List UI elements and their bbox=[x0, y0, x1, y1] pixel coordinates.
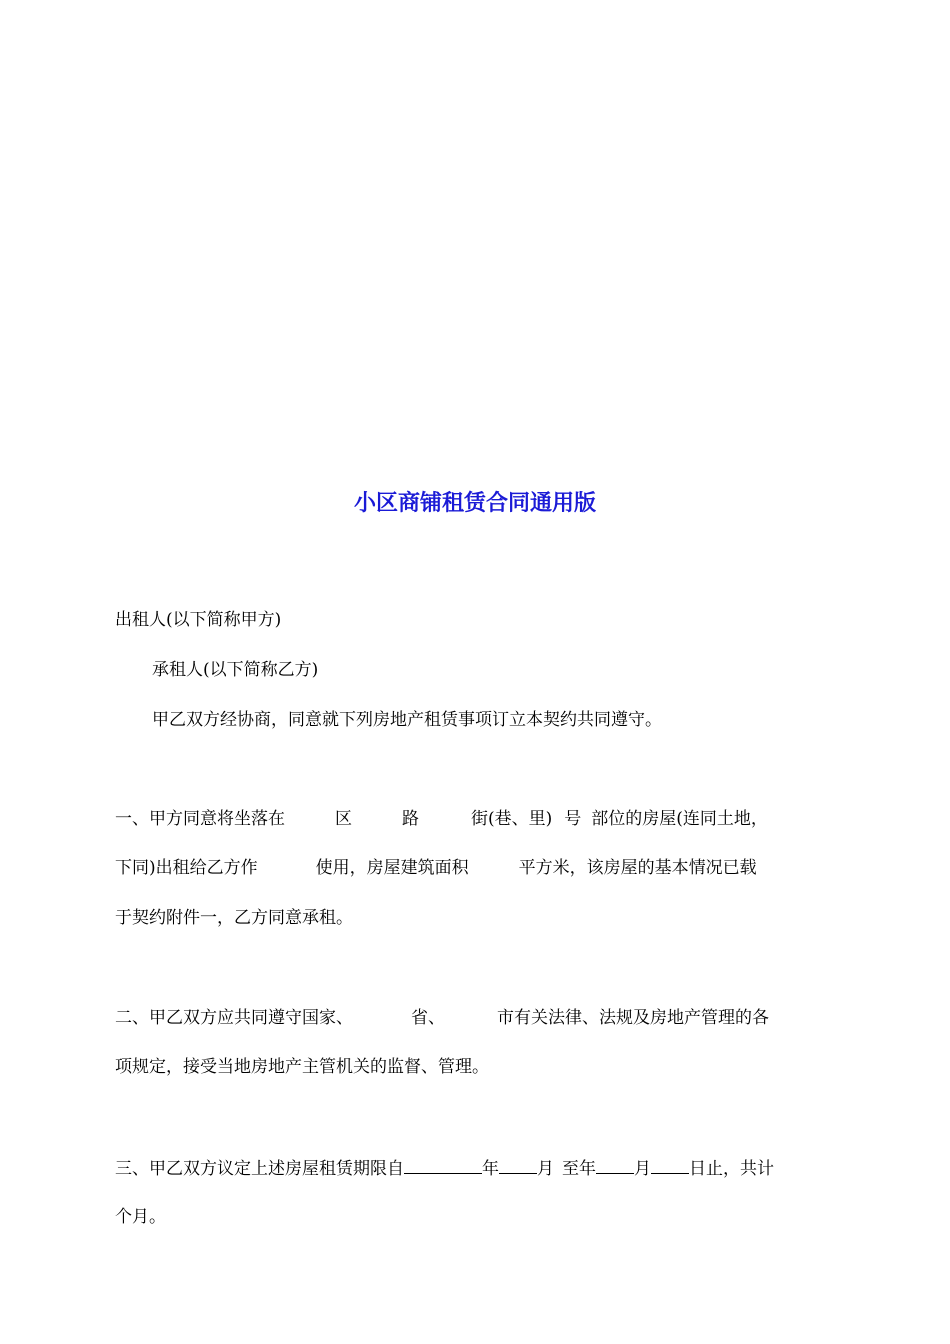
clause3-text-a: 三、甲乙双方议定上述房屋租赁期限自 bbox=[115, 1159, 404, 1179]
clause1-text-d: 街(巷、里) bbox=[471, 809, 553, 829]
clause1-line2 bbox=[115, 856, 757, 880]
clause1-text-e: 号 bbox=[564, 809, 582, 829]
clause3-text-d: 至年 bbox=[562, 1159, 596, 1179]
clause3-text-e: 月 bbox=[634, 1159, 651, 1179]
clause2-text-a: 二、甲乙双方应共同遵守国家、 bbox=[115, 1008, 353, 1028]
clause1-text-c: 路 bbox=[402, 809, 419, 829]
lessee-line: 承租人(以下简称乙方) bbox=[152, 660, 319, 680]
preamble-line: 甲乙双方经协商，同意就下列房地产租赁事项订立本契约共同遵守。 bbox=[152, 710, 662, 730]
clause1-text-i: 平方米，该房屋的基本情况已载 bbox=[518, 858, 757, 878]
document-title: 小区商铺租赁合同通用版 bbox=[353, 491, 596, 516]
clause3-text-b: 年 bbox=[482, 1159, 499, 1179]
clause1-line3: 于契约附件一，乙方同意承租。 bbox=[115, 908, 353, 928]
clause1-text-h: 使用，房屋建筑面积 bbox=[315, 858, 469, 878]
clause3-line1 bbox=[115, 1155, 774, 1181]
blank-start-month[interactable] bbox=[499, 1155, 537, 1174]
clause3-text-f: 日止，共计 bbox=[689, 1159, 774, 1179]
clause1-text-b: 区 bbox=[335, 809, 352, 829]
clause2-text-b: 省、 bbox=[411, 1008, 445, 1028]
clause1-line1 bbox=[115, 807, 768, 831]
blank-end-day[interactable] bbox=[651, 1155, 689, 1174]
clause2-text-c: 市有关法律、法规及房地产管理的各 bbox=[497, 1008, 769, 1028]
lessor-line: 出租人(以下简称甲方) bbox=[115, 610, 282, 630]
clause1-text-g: 下同)出租给乙方作 bbox=[115, 858, 258, 878]
clause3-line2: 个月。 bbox=[115, 1207, 166, 1227]
blank-end-year[interactable] bbox=[596, 1155, 634, 1174]
clause1-text-a: 一、甲方同意将坐落在 bbox=[115, 809, 285, 829]
clause2-line2: 项规定，接受当地房地产主管机关的监督、管理。 bbox=[115, 1057, 489, 1077]
clause2-line1 bbox=[115, 1006, 769, 1030]
clause1-text-f: 部位的房屋(连同土地， bbox=[591, 809, 768, 829]
blank-start-year[interactable] bbox=[404, 1155, 482, 1174]
clause3-text-c: 月 bbox=[537, 1159, 554, 1179]
